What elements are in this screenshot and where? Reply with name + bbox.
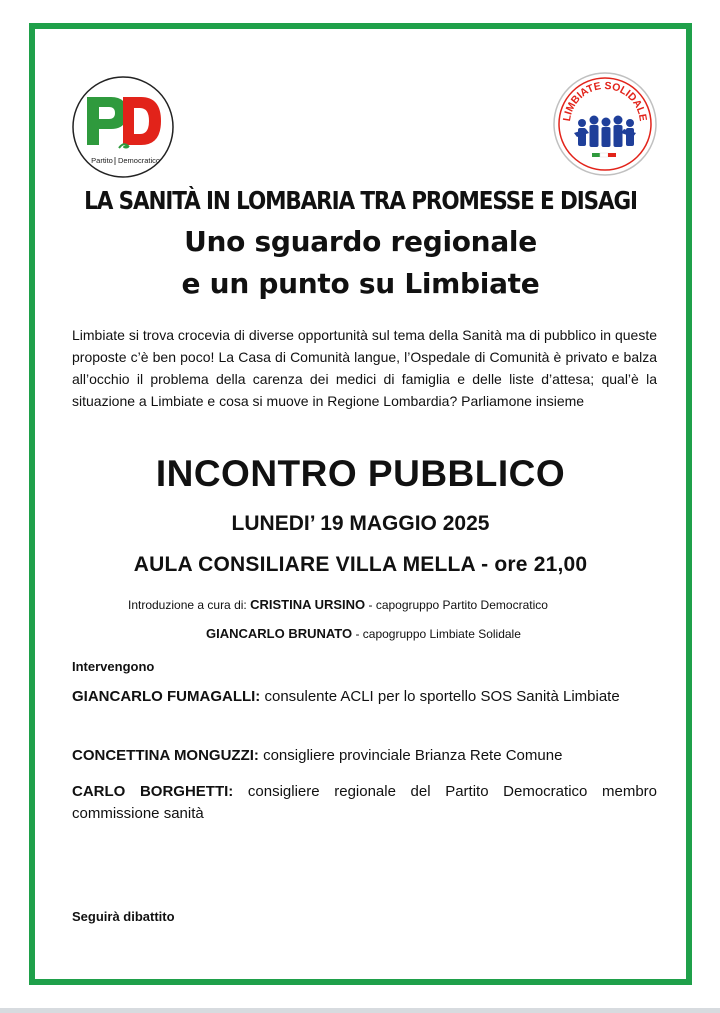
speaker-role: consigliere regionale del Partito Democratico membro commissione sanità <box>72 783 657 822</box>
speaker-name: CONCETTINA MONGUZZI: <box>72 747 259 764</box>
poster-subhead-line2: e un punto su Limbiate <box>181 267 540 300</box>
pd-caption-right: Democratico <box>117 156 161 165</box>
event-date: LUNEDI’ 19 MAGGIO 2025 <box>231 512 490 535</box>
closing-note: Seguirà dibattito <box>72 909 175 924</box>
poster-subhead-line1: Uno sguardo regionale <box>184 225 537 258</box>
speaker-item <box>72 781 657 825</box>
bottom-divider <box>0 1008 720 1013</box>
introduction-line-2 <box>206 626 521 641</box>
introducer-name-2: GIANCARLO BRUNATO <box>206 626 353 641</box>
ls-ring-text: LIMBIATE SOLIDALE <box>561 79 649 123</box>
partito-democratico-logo <box>71 75 175 179</box>
introducer-role-2: - capogruppo Limbiate Solidale <box>352 627 521 641</box>
speaker-name: CARLO BORGHETTI: <box>72 783 234 800</box>
event-title: INCONTRO PUBBLICO <box>155 453 566 494</box>
speaker-name: GIANCARLO FUMAGALLI: <box>72 688 261 705</box>
poster-headline: LA SANITÀ IN LOMBARIA TRA PROMESSE E DISAGI <box>84 186 637 215</box>
speaker-item <box>72 745 657 767</box>
speaker-role: consigliere provinciale Brianza Rete Comune <box>258 747 563 764</box>
event-venue: AULA CONSILIARE VILLA MELLA - ore 21,00 <box>133 553 588 576</box>
speakers-label: Intervengono <box>72 659 155 674</box>
introduction-line-1 <box>128 597 548 612</box>
introduction-prefix: Introduzione a cura di: <box>128 598 251 612</box>
limbiate-solidale-logo <box>552 71 658 177</box>
intro-paragraph: Limbiate si trova crocevia di diverse opportunità sul tema della Sanità ma di pubblico in queste proposte c’è ben poco! La Casa di Comunità langue, l’Ospedale di Comunità è privato e balza all’occhio il problema della carenza dei medici di famiglia e delle liste d’attesa; qual’è la situazione a Limbiate e cosa si muove in Regione Lombardia? Parliamone insieme <box>72 327 657 409</box>
introducer-role-1: - capogruppo Partito Democratico <box>365 598 548 612</box>
speaker-role: consulente ACLI per lo sportello SOS Sanità Limbiate <box>260 688 620 705</box>
speaker-item <box>72 686 657 708</box>
introducer-name-1: CRISTINA URSINO <box>250 597 366 612</box>
pd-caption-left: Partito <box>91 156 113 165</box>
poster-frame <box>29 23 692 985</box>
